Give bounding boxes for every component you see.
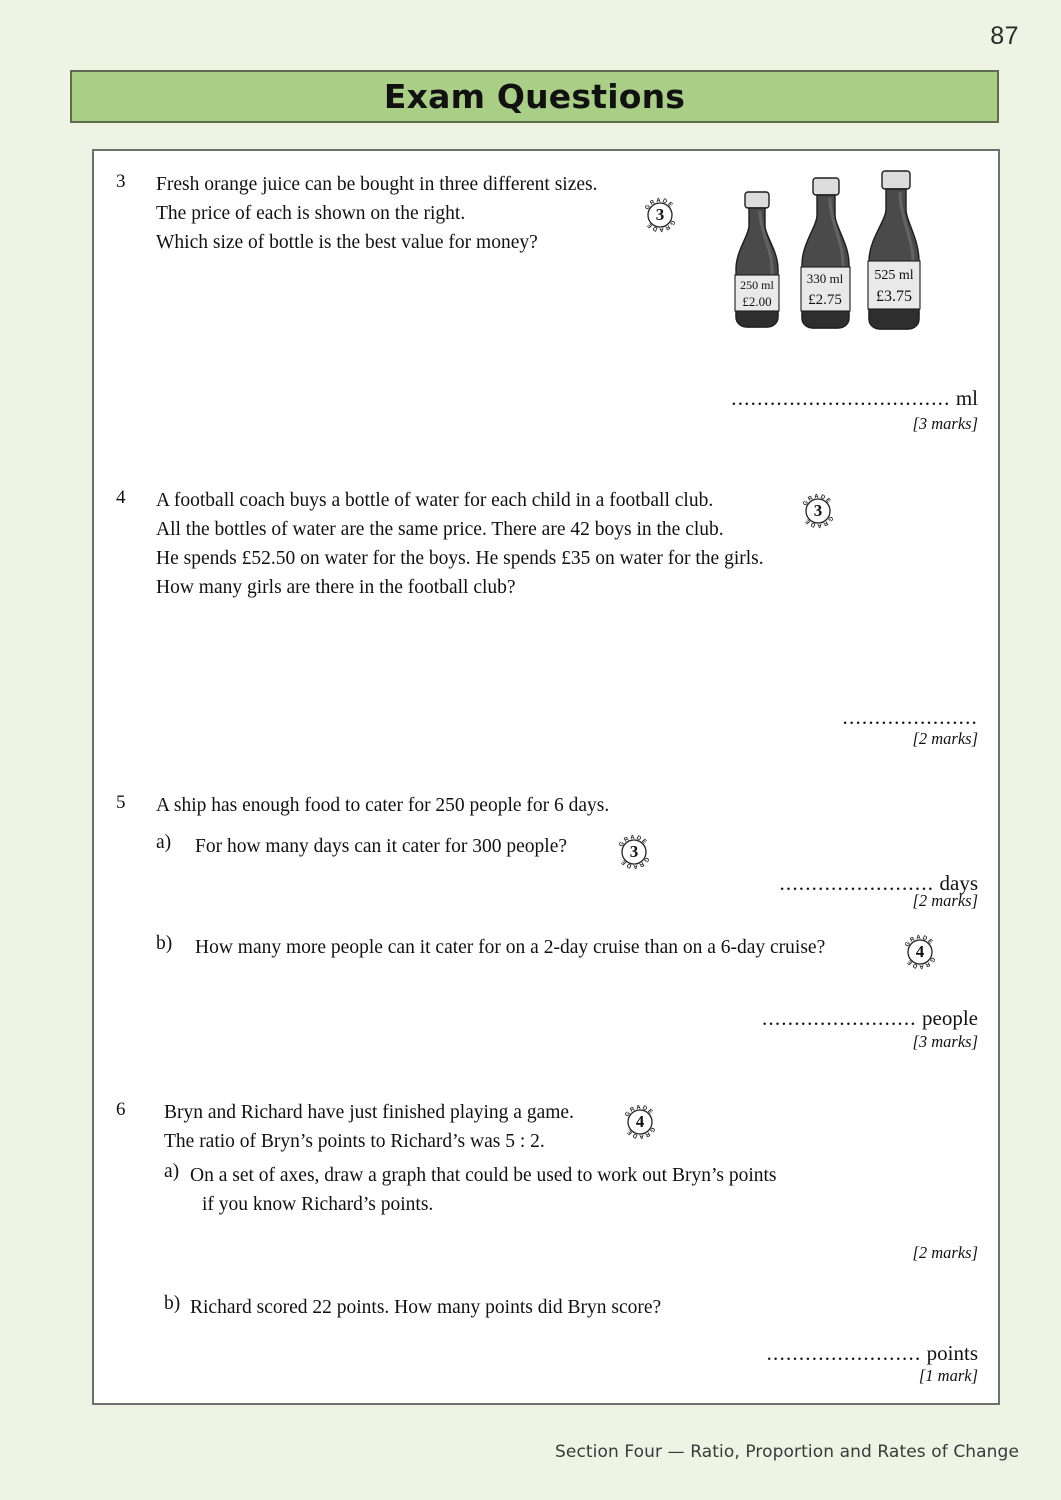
bottle-large	[868, 171, 920, 329]
question-5a-text	[195, 832, 567, 861]
svg-text:GRADE: GRADE	[619, 855, 650, 870]
question-5-text	[156, 791, 609, 820]
page-number: 87	[990, 22, 1019, 50]
question-5a-marks: [2 marks]	[912, 891, 978, 910]
question-5-line-1: A ship has enough food to cater for 250 people for 6 days.	[156, 795, 610, 816]
svg-text:GRADE: GRADE	[618, 834, 649, 849]
question-6a-marks: [2 marks]	[912, 1243, 978, 1262]
grade-badge-4	[797, 490, 839, 532]
svg-text:4: 4	[915, 942, 925, 961]
question-5b-label: b)	[156, 933, 173, 954]
question-3-line-3: Which size of bottle is the best value for money?	[156, 232, 538, 253]
question-4-dots: .....................	[842, 705, 978, 729]
question-6a-label: a)	[164, 1161, 180, 1182]
question-4-text	[156, 486, 764, 602]
grade-badge-6	[619, 1101, 661, 1143]
svg-text:GRADE: GRADE	[625, 1125, 656, 1140]
question-5a-unit: days	[939, 871, 978, 895]
question-3-line-2: The price of each is shown on the right.	[156, 203, 466, 224]
question-5b-answer-line[interactable]	[762, 1006, 978, 1031]
question-6-line-2: The ratio of Bryn’s points to Richard’s was 5 : 2.	[164, 1131, 545, 1152]
question-5b-marks: [3 marks]	[912, 1032, 978, 1051]
question-6-text	[164, 1098, 574, 1156]
bottle-small-volume: 250 ml	[740, 278, 774, 292]
question-3-dots: ..................................	[731, 386, 951, 410]
question-5b-unit: people	[922, 1006, 978, 1030]
svg-text:GRADE: GRADE	[644, 197, 675, 212]
question-4-number: 4	[116, 487, 126, 508]
bottle-medium	[801, 178, 850, 328]
bottle-small-price: £2.00	[742, 294, 772, 309]
bottle-medium-price: £2.75	[808, 292, 842, 308]
svg-text:GRADE: GRADE	[645, 218, 676, 233]
bottle-small	[735, 192, 779, 327]
question-6-number: 6	[116, 1099, 126, 1120]
question-4-marks: [2 marks]	[912, 729, 978, 748]
svg-text:GRADE: GRADE	[803, 514, 834, 529]
question-5a-dots: ........................	[779, 871, 935, 895]
exam-questions-banner	[70, 70, 999, 123]
svg-text:3: 3	[629, 842, 639, 861]
question-3-marks: [3 marks]	[912, 414, 978, 433]
grade-badge-5a	[613, 831, 655, 873]
question-6b-line-1: Richard scored 22 points. How many points did Bryn score?	[190, 1297, 662, 1318]
bottles-figure	[719, 169, 954, 359]
question-6a-line-2: if you know Richard’s points.	[202, 1194, 434, 1215]
question-5-number: 5	[116, 792, 126, 813]
section-footer: Section Four — Ratio, Proportion and Rates of Change	[555, 1442, 1019, 1462]
question-4-answer-line[interactable]	[843, 705, 978, 730]
question-6b-label: b)	[164, 1293, 181, 1314]
svg-text:3: 3	[655, 205, 665, 224]
question-5a-line-1: For how many days can it cater for 300 people?	[195, 836, 568, 857]
questions-frame	[92, 149, 1000, 1405]
question-5a-label: a)	[156, 832, 172, 853]
question-4-line-3: He spends £52.50 on water for the boys. He spends £35 on water for the girls.	[156, 548, 764, 569]
grade-badge-5b	[899, 931, 941, 973]
svg-text:4: 4	[635, 1112, 645, 1131]
bottle-large-price: £3.75	[876, 288, 912, 305]
svg-text:GRADE: GRADE	[905, 955, 936, 970]
question-4-line-4: How many girls are there in the football club?	[156, 577, 516, 598]
question-6a-line-1: On a set of axes, draw a graph that could be used to work out Bryn’s points	[190, 1165, 777, 1186]
bottle-medium-volume: 330 ml	[806, 271, 844, 286]
svg-text:3: 3	[813, 501, 823, 520]
question-6-line-1: Bryn and Richard have just finished playing a game.	[164, 1102, 574, 1123]
svg-text:GRADE: GRADE	[904, 934, 935, 949]
question-5b-dots: ........................	[761, 1006, 917, 1030]
page-title: Exam Questions	[383, 77, 686, 116]
question-3-text	[156, 170, 597, 257]
bottle-large-volume: 525 ml	[874, 268, 914, 283]
question-6b-dots: ........................	[766, 1341, 922, 1365]
svg-text:GRADE: GRADE	[802, 493, 833, 508]
question-6b-marks: [1 mark]	[918, 1366, 978, 1385]
question-5b-text	[195, 933, 825, 962]
question-3-number: 3	[116, 171, 126, 192]
question-3-unit: ml	[955, 386, 978, 410]
question-6b-answer-line[interactable]	[767, 1341, 978, 1366]
question-6b-unit: points	[926, 1341, 978, 1365]
question-4-line-2: All the bottles of water are the same price. There are 42 boys in the club.	[156, 519, 724, 540]
svg-text:GRADE: GRADE	[624, 1104, 655, 1119]
question-5b-line-1: How many more people can it cater for on a 2-day cruise than on a 6-day cruise?	[195, 937, 826, 958]
question-6a-text	[190, 1161, 777, 1219]
question-3-answer-line[interactable]	[731, 386, 978, 411]
grade-badge-3	[639, 194, 681, 236]
question-3-line-1: Fresh orange juice can be bought in three different sizes.	[156, 174, 598, 195]
question-6b-text	[190, 1293, 661, 1322]
question-4-line-1: A football coach buys a bottle of water for each child in a football club.	[156, 490, 714, 511]
